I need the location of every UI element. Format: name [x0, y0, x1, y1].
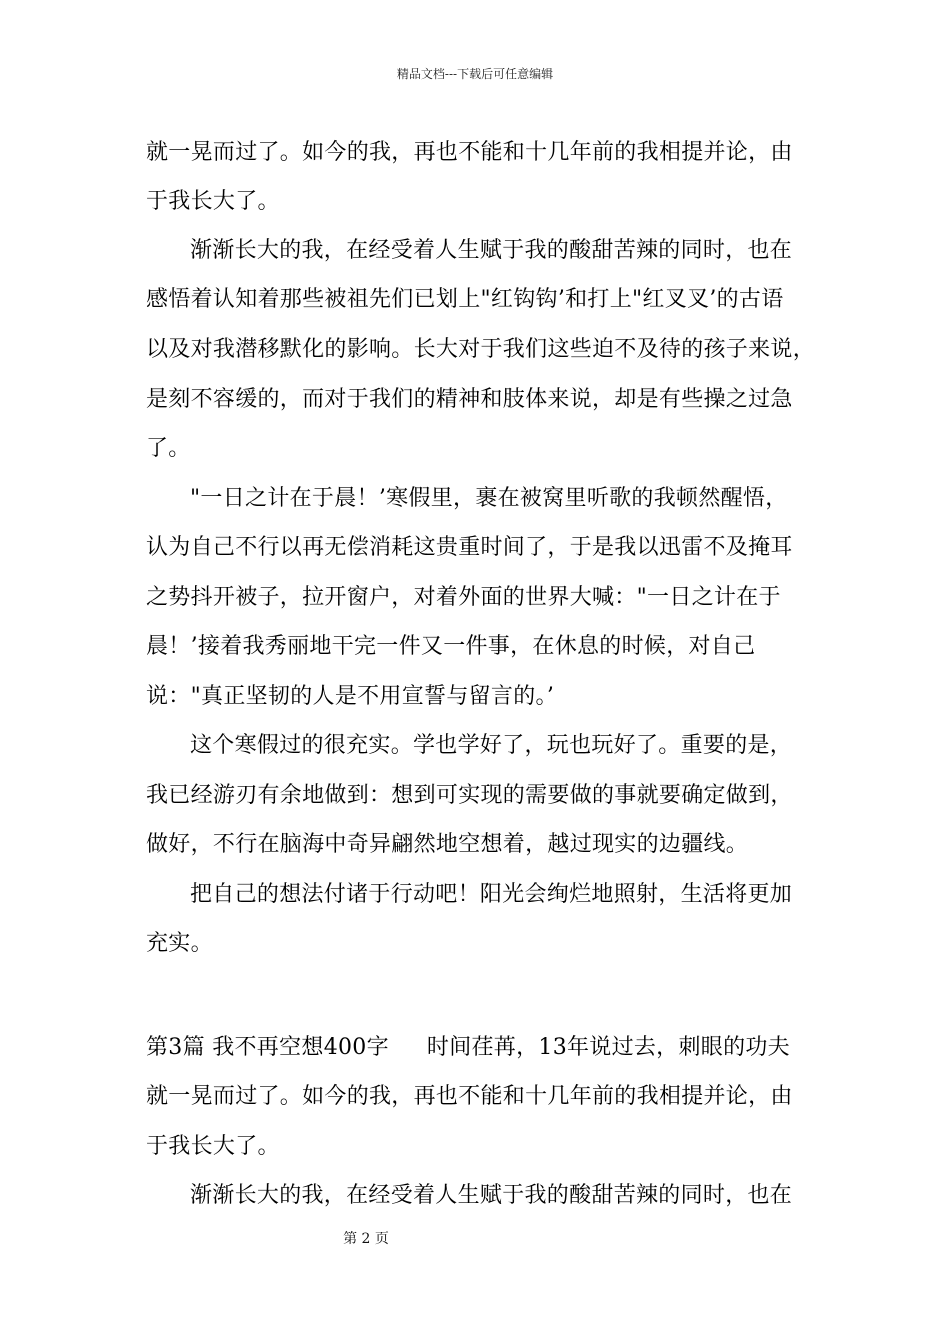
body-line: 晨！’接着我秀丽地干完一件又一件事，在休息的时候，对自己	[146, 634, 756, 659]
body-line: 充实。	[146, 931, 213, 956]
section-heading-line	[146, 1033, 810, 1063]
body-line: 就一晃而过了。如今的我，再也不能和十几年前的我相提并论，由	[146, 140, 793, 165]
body-line: 之势抖开被子，拉开窗户，对着外面的世界大喊："一日之计在于	[146, 585, 781, 610]
body-line: 把自己的想法付诸于行动吧！阳光会绚烂地照射，生活将更加	[190, 882, 793, 907]
section-first-line: 时间荏苒，13年说过去，刺眼的功夫	[426, 1035, 790, 1060]
page-number: 第 2 页	[343, 1231, 389, 1247]
page-header: 精品文档---下载后可任意编辑	[396, 67, 554, 81]
body-line: 认为自己不行以再无偿消耗这贵重时间了，于是我以迅雷不及掩耳	[146, 535, 793, 560]
body-line: "一日之计在于晨！’寒假里，裹在被窝里听歌的我顿然醒悟，	[190, 486, 788, 511]
section-title: 第3篇 我不再空想400字	[146, 1035, 389, 1060]
body-line: 就一晃而过了。如今的我，再也不能和十几年前的我相提并论，由	[146, 1084, 793, 1109]
body-line: 渐渐长大的我，在经受着人生赋于我的酸甜苦辣的同时，也在	[190, 1183, 793, 1208]
body-line: 我已经游刃有余地做到：想到可实现的需要做的事就要确定做到，	[146, 783, 793, 808]
body-line: 以及对我潜移默化的影响。长大对于我们这些迫不及待的孩子来说，	[146, 337, 816, 362]
body-line: 这个寒假过的很充实。学也学好了，玩也玩好了。重要的是，	[190, 733, 793, 758]
body-line: 感悟着认知着那些被祖先们已划上"红钩钩’和打上"红叉叉’的古语	[146, 287, 784, 312]
body-line: 说："真正坚韧的人是不用宣誓与留言的。’	[146, 684, 555, 709]
body-line: 了。	[146, 436, 191, 461]
body-line: 于我长大了。	[146, 189, 280, 214]
body-line: 做好，不行在脑海中奇异翩然地空想着，越过现实的边疆线。	[146, 832, 749, 857]
body-line: 是刻不容缓的，而对于我们的精神和肢体来说，却是有些操之过急	[146, 387, 793, 412]
body-line: 渐渐长大的我，在经受着人生赋于我的酸甜苦辣的同时，也在	[190, 238, 793, 263]
body-line: 于我长大了。	[146, 1134, 280, 1159]
